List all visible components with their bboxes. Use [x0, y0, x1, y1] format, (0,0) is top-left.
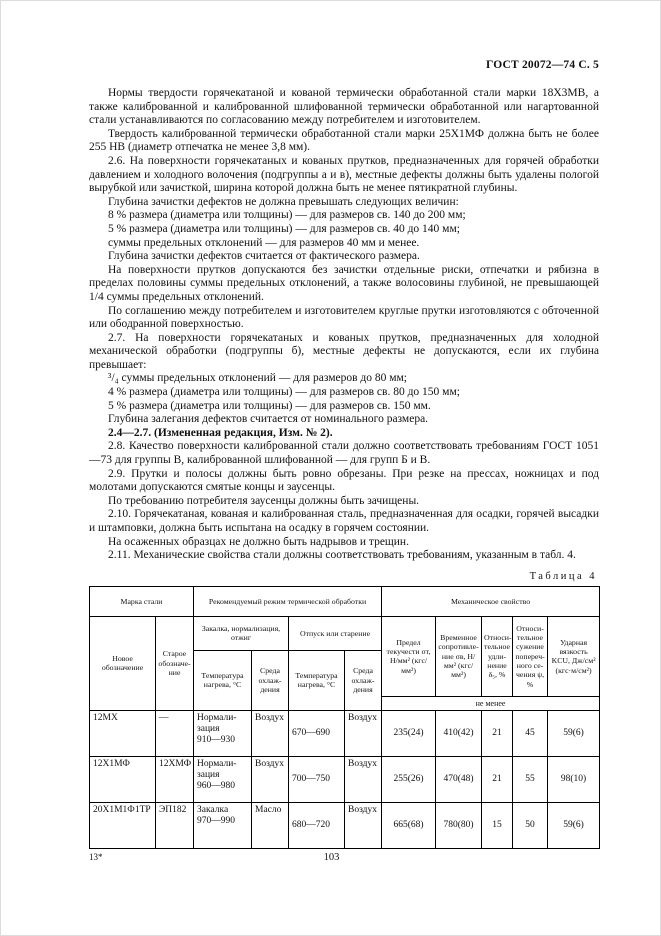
cell-yield: 235(24) [382, 710, 436, 756]
cell-elongation: 21 [482, 710, 513, 756]
paragraph: Твердость калиброванной термически обработанной стали марки 25Х1МФ должна быть не более 255 НВ (диаметр отпечатка не менее 3,8 мм). [89, 127, 599, 154]
signature-mark: 13* [89, 852, 103, 862]
cell-yield: 665(68) [382, 802, 436, 848]
cell-temper-medium: Воздух [345, 710, 382, 756]
cell-tensile: 470(48) [436, 756, 482, 802]
amendment-note: 2.4—2.7. (Измененная редакция, Изм. № 2). [108, 426, 333, 439]
paragraph-2-11: 2.11. Механические свойства стали должны соответствовать требованиям, указанным в табл. 4. [108, 549, 576, 562]
cell-elongation: 15 [482, 802, 513, 848]
treatment-name: Нормализация [197, 758, 237, 780]
header-grade: Марка стали [90, 586, 194, 616]
cell-reduction: 45 [513, 710, 548, 756]
header-grade-old: Старое обозначение [156, 616, 194, 710]
cell-treatment [194, 802, 252, 848]
cell-grade-new: 12Х1МФ [90, 756, 156, 802]
cell-reduction: 55 [513, 756, 548, 802]
table-row [90, 710, 600, 756]
cell-treatment-medium: Масло [252, 802, 289, 848]
cell-impact: 59(6) [548, 710, 600, 756]
table-row [90, 756, 600, 802]
cell-temper-temp: 670—690 [289, 710, 345, 756]
list-line: 8 % размера (диаметра или толщины) — для размеров св. 140 до 200 мм; [108, 209, 466, 222]
header-regime: Рекомендуемый режим термической обработки [194, 586, 382, 616]
paragraph: По требованию потребителя заусенцы должны быть зачищены. [108, 494, 420, 507]
header-reduction-of-area: Относительное сужение поперечного сечения ψ, % [513, 616, 548, 696]
table-row [90, 802, 600, 848]
cell-grade-old: ЭП182 [156, 802, 194, 848]
header-tempering: Отпуск или старение [289, 616, 382, 650]
cell-elongation: 21 [482, 756, 513, 802]
treatment-temp: 970—990 [197, 815, 235, 826]
paragraph: Глубина зачистки дефектов считается от фактического размера. [108, 250, 420, 263]
header-tempering-temp: Температура нагрева, °С [289, 650, 345, 710]
cell-grade-old: 12ХМФ [156, 756, 194, 802]
cell-treatment [194, 756, 252, 802]
page-content [89, 59, 599, 849]
treatment-temp: 960—980 [197, 780, 235, 791]
header-grade-new: Новое обозначение [90, 616, 156, 710]
paragraph-2-10: 2.10. Горячекатаная, кованая и калиброванная сталь, предназначенная для осадки, горячей высадки и штамповки, должна быть испытана на осадку в горячем состоянии. [89, 508, 599, 534]
list-line: суммы предельных отклонений — для размеров 40 мм и менее. [108, 236, 420, 249]
paragraph: Нормы твердости горячекатаной и кованой термически обработанной стали марки 18Х3МВ, а также калиброванной и калиброванной шлифованной термически обработанной или нагартованной стали устанавливаются по согласованию между потребителем и изготовителем. [89, 87, 599, 127]
table-caption: Таблица 4 [529, 570, 597, 582]
paragraph-2-9: 2.9. Прутки и полосы должны быть ровно обрезаны. При резке на прессах, ножницах и под молотами допускаются смятые концы и заусенцы. [89, 467, 599, 494]
gost-standard-header: ГОСТ 20072—74 С. 5 [486, 59, 599, 71]
header-mechanical: Механическое свойство [382, 586, 600, 616]
paragraph-2-7: 2.7. На поверхности горячекатаных и кованых прутков, предназначенных для холодной механической обработки (подгруппы б), местные дефекты не допускаются, если их глубина превышает: [89, 331, 599, 371]
header-yield-strength: Предел текучести σт, Н/мм² (кгс/мм²) [382, 616, 436, 696]
header-tensile-strength: Временное сопротивление σв, Н/мм² (кгс/мм²) [436, 616, 482, 696]
cell-grade-new: 12МХ [90, 710, 156, 756]
cell-yield: 255(26) [382, 756, 436, 802]
header-not-less: не менее [382, 696, 600, 710]
cell-tensile: 410(42) [436, 710, 482, 756]
list-line: 5 % размера (диаметра или толщины) — для размеров св. 40 до 140 мм; [108, 222, 460, 235]
treatment-temp: 910—930 [197, 734, 235, 745]
cell-treatment-medium: Воздух [252, 756, 289, 802]
cell-temper-medium: Воздух [345, 802, 382, 848]
cell-treatment-medium: Воздух [252, 710, 289, 756]
treatment-name: Нормализация [197, 712, 237, 734]
document-body [89, 87, 599, 563]
cell-impact: 98(10) [548, 756, 600, 802]
list-line: ³/₄ суммы предельных отклонений — для размеров до 80 мм; [108, 372, 407, 385]
page-footer [1, 852, 661, 868]
paragraph: На поверхности прутков допускаются без зачистки отдельные риски, отпечатки и рябизна в пределах половины суммы предельных отклонений, а также волосовины глубиной, не превышающей 1/4 суммы предельных отклонений. [89, 263, 599, 303]
header-impact-strength: Ударная вязкость KCU, Дж/см² (кгс·м/см²) [548, 616, 600, 696]
cell-treatment [194, 710, 252, 756]
header-hardening: Закалка, нормализация, отжиг [194, 616, 289, 650]
cell-reduction: 50 [513, 802, 548, 848]
list-line: 4 % размера (диаметра или толщины) — для размеров св. 80 до 150 мм; [108, 386, 460, 399]
list-line: 5 % размера (диаметра или толщины) — для размеров св. 150 мм. [108, 399, 431, 412]
cell-temper-temp: 700—750 [289, 756, 345, 802]
header-elongation: Относительное удлинение δ₅, % [482, 616, 513, 696]
cell-temper-temp: 680—720 [289, 802, 345, 848]
paragraph: Глубина залегания дефектов считается от номинального размера. [108, 413, 429, 426]
cell-grade-new: 20Х1М1Ф1ТР [90, 802, 156, 848]
cell-temper-medium: Воздух [345, 756, 382, 802]
cell-impact: 59(6) [548, 802, 600, 848]
paragraph: Глубина зачистки дефектов не должна превышать следующих величин: [108, 195, 459, 208]
header-tempering-medium: Среда охлаждения [345, 650, 382, 710]
header-hardening-temp: Температура нагрева, °С [194, 650, 252, 710]
page-number: 103 [323, 852, 340, 863]
paragraph: По соглашению между потребителем и изготовителем круглые прутки изготовляются с обточенной или ободранной поверхностью. [89, 304, 599, 331]
mechanical-properties-table [89, 586, 600, 849]
treatment-name: Закалка [197, 804, 229, 815]
paragraph: На осаженных образцах не должно быть надрывов и трещин. [108, 535, 409, 548]
paragraph-2-6: 2.6. На поверхности горячекатаных и кованых прутков, предназначенных для горячей обработки давлением и холодного волочения (подгруппы а и в), местные дефекты должны быть удалены пологой вырубкой или зачисткой, ширина которой должна быть не менее пятикратной глубины. [89, 154, 599, 195]
cell-grade-old: — [156, 710, 194, 756]
paragraph-2-8: 2.8. Качество поверхности калиброванной стали должно соответствовать требованиям ГОСТ 1051—73 для группы В, калиброванной шлифованной — для групп Б и В. [89, 440, 599, 467]
cell-tensile: 780(80) [436, 802, 482, 848]
header-hardening-medium: Среда охлаждения [252, 650, 289, 710]
